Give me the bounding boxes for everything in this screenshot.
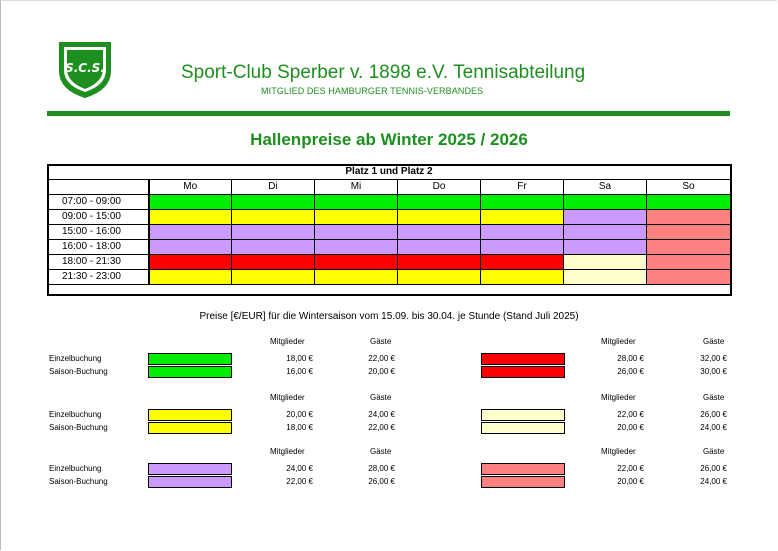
schedule-caption: Platz 1 und Platz 2 [48,165,731,180]
price-cell-salmon [647,240,731,255]
price-value: 26,00 € [700,410,727,419]
time-slot-label: 18:00 - 21:30 [48,255,149,270]
day-header: Fr [481,180,564,195]
price-cell-salmon [647,270,731,285]
header-rule [47,111,730,116]
price-value: 26,00 € [617,367,644,376]
members-header: Mitglieder [601,337,636,346]
price-value: 26,00 € [700,464,727,473]
color-swatch-yellow [148,422,232,434]
price-cell-yellow [232,210,315,225]
price-value: 26,00 € [368,477,395,486]
club-logo [58,41,112,99]
price-cell-purple [481,225,564,240]
price-cell-salmon [647,255,731,270]
time-slot-label: 09:00 - 15:00 [48,210,149,225]
single-booking-label: Einzelbuchung [49,354,102,363]
price-value: 22,00 € [617,464,644,473]
price-cell-green [481,195,564,210]
price-cell-yellow [315,210,398,225]
price-cell-yellow [149,270,232,285]
color-swatch-salmon [481,476,565,488]
day-header: Mo [149,180,232,195]
price-value: 18,00 € [286,423,313,432]
day-header: Do [398,180,481,195]
schedule-row [48,240,731,255]
guests-header: Gäste [370,447,392,456]
price-cell-red [232,255,315,270]
color-swatch-purple [148,463,232,475]
schedule-row [48,225,731,240]
page-title: Hallenpreise ab Winter 2025 / 2026 [250,130,528,149]
price-cell-purple [315,240,398,255]
guests-header: Gäste [703,393,725,402]
price-cell-red [481,255,564,270]
members-header: Mitglieder [270,393,305,402]
price-cell-cream [564,270,647,285]
price-cell-purple [398,240,481,255]
time-slot-label: 16:00 - 18:00 [48,240,149,255]
day-header: So [647,180,731,195]
price-value: 28,00 € [617,354,644,363]
time-slot-label: 15:00 - 16:00 [48,225,149,240]
day-header: Mi [315,180,398,195]
schedule-row [48,195,731,210]
price-value: 20,00 € [617,423,644,432]
season-booking-label: Saison-Buchung [49,423,108,432]
members-header: Mitglieder [270,447,305,456]
color-swatch-red [481,366,565,378]
price-cell-yellow [315,270,398,285]
price-value: 22,00 € [368,423,395,432]
club-subline: MITGLIED DES HAMBURGER TENNIS-VERBANDES [261,86,484,96]
price-value: 24,00 € [700,423,727,432]
members-header: Mitglieder [601,447,636,456]
price-cell-green [647,195,731,210]
price-cell-yellow [232,270,315,285]
guests-header: Gäste [370,337,392,346]
price-value: 22,00 € [617,410,644,419]
price-cell-salmon [647,210,731,225]
schedule-row [48,210,731,225]
price-cell-purple [232,240,315,255]
price-cell-salmon [647,225,731,240]
day-header-empty [48,180,149,195]
price-cell-purple [564,210,647,225]
schedule-table [47,164,731,285]
schedule-row [48,270,731,285]
price-cell-yellow [398,210,481,225]
price-value: 20,00 € [617,477,644,486]
price-value: 28,00 € [368,464,395,473]
price-cell-purple [564,225,647,240]
color-swatch-green [148,366,232,378]
color-swatch-green [148,353,232,365]
logo-text: S.C.S. [65,61,105,75]
day-header: Sa [564,180,647,195]
price-value: 24,00 € [700,477,727,486]
price-cell-green [315,195,398,210]
guests-header: Gäste [703,447,725,456]
time-slot-label: 07:00 - 09:00 [48,195,149,210]
schedule-row [48,255,731,270]
season-booking-label: Saison-Buchung [49,477,108,486]
price-cell-cream [564,255,647,270]
price-cell-purple [398,225,481,240]
time-slot-label: 21:30 - 23:00 [48,270,149,285]
price-cell-purple [149,225,232,240]
club-name: Sport-Club Sperber v. 1898 e.V. Tennisabteilung [181,62,586,83]
price-cell-yellow [398,270,481,285]
price-cell-yellow [149,210,232,225]
price-value: 30,00 € [700,367,727,376]
price-cell-green [232,195,315,210]
price-cell-red [149,255,232,270]
members-header: Mitglieder [270,337,305,346]
price-cell-purple [481,240,564,255]
color-swatch-purple [148,476,232,488]
guests-header: Gäste [703,337,725,346]
price-value: 20,00 € [368,367,395,376]
day-header-row [48,180,731,195]
color-swatch-cream [481,409,565,421]
price-value: 24,00 € [286,464,313,473]
price-value: 22,00 € [368,354,395,363]
price-cell-red [315,255,398,270]
price-value: 22,00 € [286,477,313,486]
price-cell-purple [232,225,315,240]
price-value: 16,00 € [286,367,313,376]
price-cell-yellow [481,210,564,225]
price-cell-yellow [481,270,564,285]
price-value: 18,00 € [286,354,313,363]
single-booking-label: Einzelbuchung [49,410,102,419]
price-cell-green [149,195,232,210]
color-swatch-cream [481,422,565,434]
price-cell-purple [564,240,647,255]
price-cell-purple [315,225,398,240]
guests-header: Gäste [370,393,392,402]
price-cell-green [564,195,647,210]
price-value: 24,00 € [368,410,395,419]
single-booking-label: Einzelbuchung [49,464,102,473]
season-booking-label: Saison-Buchung [49,367,108,376]
price-cell-green [398,195,481,210]
members-header: Mitglieder [601,393,636,402]
price-value: 20,00 € [286,410,313,419]
day-header: Di [232,180,315,195]
color-swatch-yellow [148,409,232,421]
price-cell-purple [149,240,232,255]
price-value: 32,00 € [700,354,727,363]
price-cell-red [398,255,481,270]
color-swatch-salmon [481,463,565,475]
color-swatch-red [481,353,565,365]
price-note: Preise [€/EUR] für die Wintersaison vom 15.09. bis 30.04. je Stunde (Stand Juli 2025) [199,311,579,322]
